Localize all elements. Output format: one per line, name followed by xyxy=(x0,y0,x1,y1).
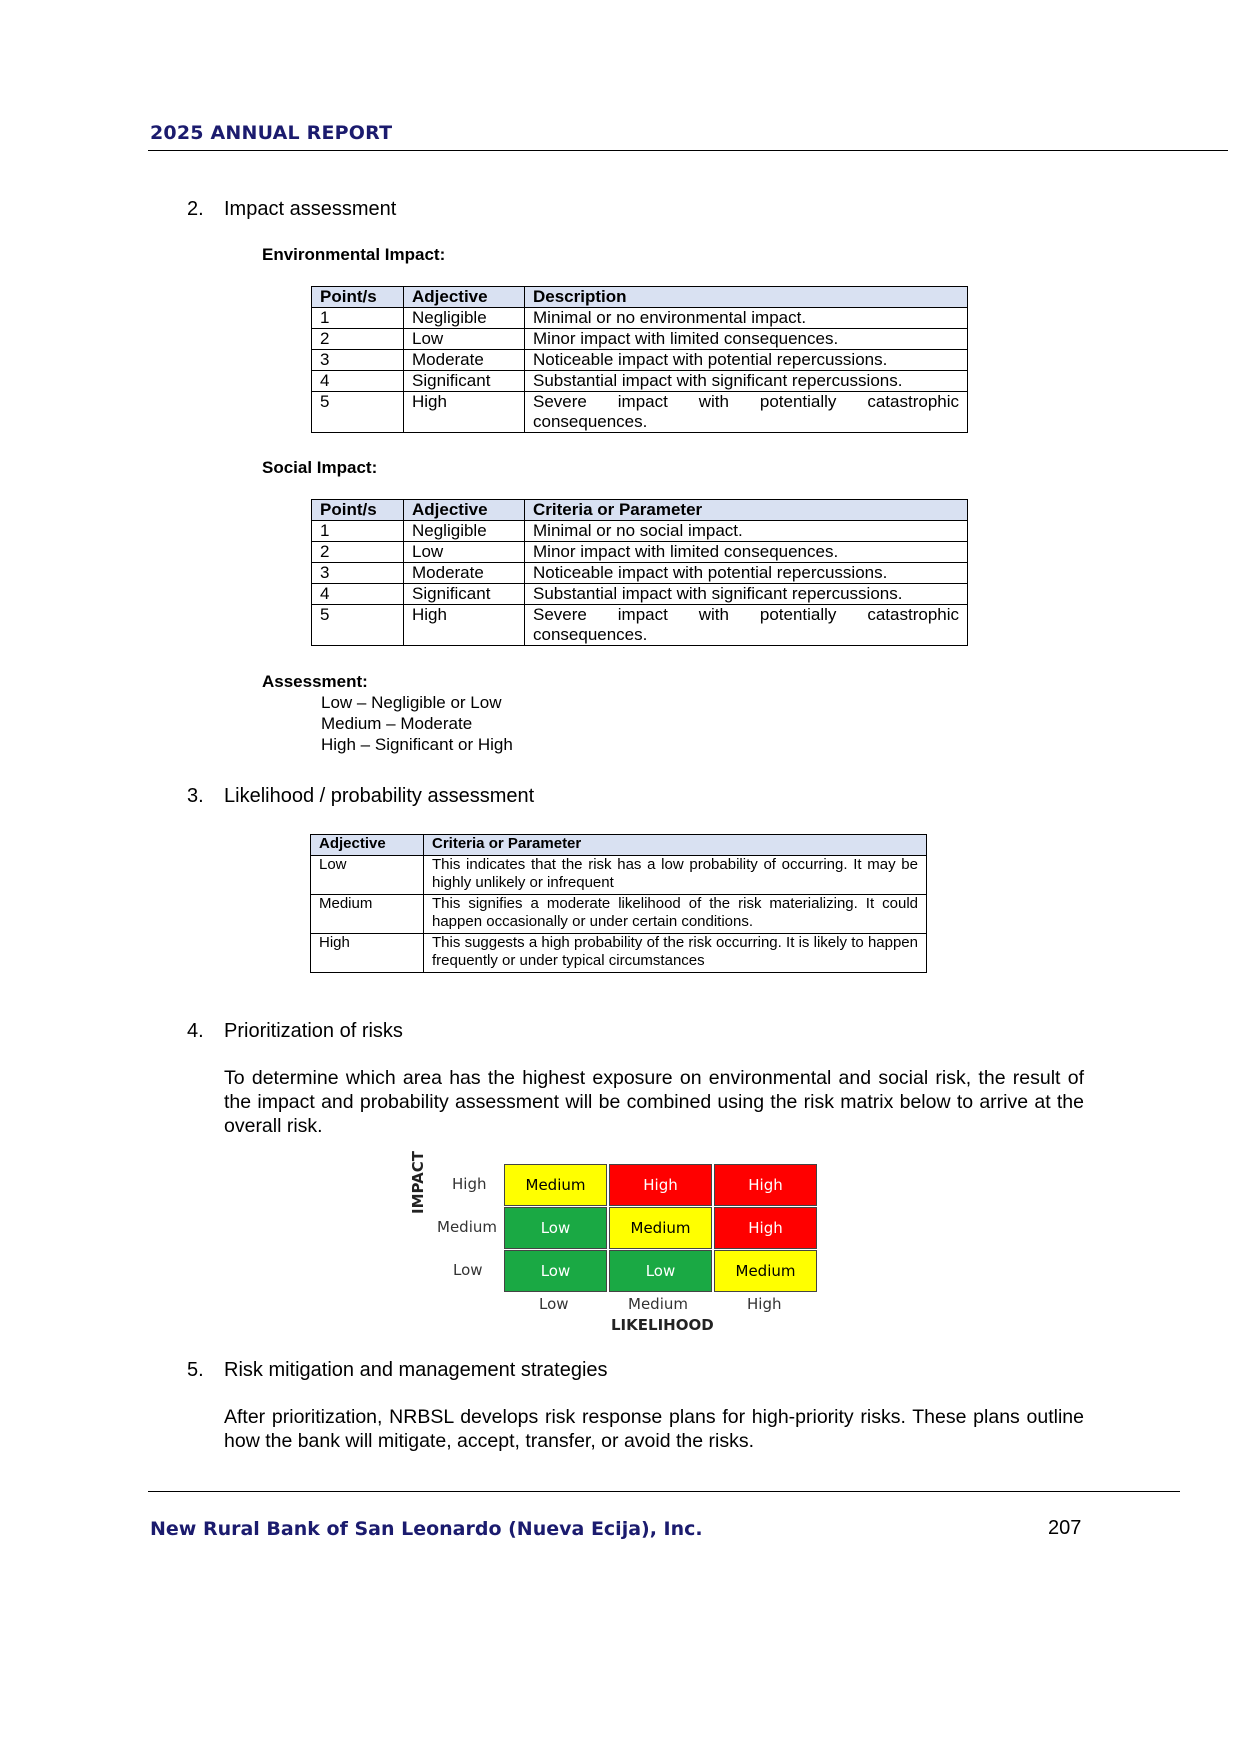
points-cell: 3 xyxy=(312,563,404,584)
adjective-cell: Significant xyxy=(404,584,525,605)
table-header-row xyxy=(312,287,968,308)
matrix-y-axis-title: IMPACT xyxy=(409,1151,427,1214)
table-row xyxy=(312,371,968,392)
section-3-title: Likelihood / probability assessment xyxy=(224,785,535,807)
adjective-cell: Negligible xyxy=(404,521,525,542)
table-row xyxy=(312,521,968,542)
matrix-cell: High xyxy=(714,1164,817,1206)
points-cell: 4 xyxy=(312,584,404,605)
matrix-y-label: Low xyxy=(453,1261,483,1279)
social-impact-label: Social Impact: xyxy=(262,458,378,477)
column-header: Point/s xyxy=(312,287,404,308)
table-header-row xyxy=(312,500,968,521)
adjective-cell: Low xyxy=(404,329,525,350)
matrix-cell: Low xyxy=(504,1207,607,1249)
environmental-impact-table xyxy=(311,286,968,433)
matrix-cell: Medium xyxy=(714,1250,817,1292)
assessment-label: Assessment: xyxy=(262,672,368,691)
section-5-paragraph: After prioritization, NRBSL develops risk response plans for high-priority risks. These plans outline how the bank will mitigate, accept, transfer, or avoid the risks. xyxy=(224,1406,1084,1452)
column-header: Point/s xyxy=(312,500,404,521)
section-2-number: 2. xyxy=(187,198,204,220)
environmental-impact-label: Environmental Impact: xyxy=(262,245,446,264)
matrix-cell: Low xyxy=(504,1250,607,1292)
points-cell: 2 xyxy=(312,329,404,350)
criteria-cell: This signifies a moderate likelihood of the risk materializing. It could happen occasionally or under certain conditions. xyxy=(424,895,927,934)
matrix-x-label: High xyxy=(747,1295,782,1313)
footer-divider xyxy=(148,1491,1180,1492)
adjective-cell: Moderate xyxy=(404,563,525,584)
adjective-cell: Medium xyxy=(311,895,424,934)
criteria-cell: Noticeable impact with potential repercussions. xyxy=(525,563,968,584)
adjective-cell: High xyxy=(404,392,525,433)
page-number: 207 xyxy=(1048,1517,1082,1539)
points-cell: 2 xyxy=(312,542,404,563)
column-header: Adjective xyxy=(404,500,525,521)
points-cell: 5 xyxy=(312,605,404,646)
section-5-title: Risk mitigation and management strategies xyxy=(224,1359,608,1381)
table-row xyxy=(312,308,968,329)
table-row xyxy=(312,605,968,646)
section-4-paragraph: To determine which area has the highest exposure on environmental and social risk, the result of the impact and probability assessment will be combined using the risk matrix below to arrive at the overall risk. xyxy=(224,1067,1084,1137)
table-row xyxy=(312,392,968,433)
adjective-cell: High xyxy=(311,934,424,973)
matrix-cell: High xyxy=(714,1207,817,1249)
adjective-cell: Moderate xyxy=(404,350,525,371)
table-row xyxy=(311,856,927,895)
column-header: Criteria or Parameter xyxy=(424,835,927,856)
table-row xyxy=(312,584,968,605)
adjective-cell: Low xyxy=(311,856,424,895)
column-header: Adjective xyxy=(311,835,424,856)
section-3-number: 3. xyxy=(187,785,204,807)
table-row xyxy=(312,542,968,563)
matrix-y-label: High xyxy=(452,1175,487,1193)
table-row xyxy=(312,563,968,584)
adjective-cell: Negligible xyxy=(404,308,525,329)
table-row xyxy=(311,934,927,973)
matrix-x-label: Low xyxy=(539,1295,569,1313)
column-header: Criteria or Parameter xyxy=(525,500,968,521)
assessment-line: Low – Negligible or Low xyxy=(321,693,502,712)
matrix-x-axis-title: LIKELIHOOD xyxy=(611,1316,714,1334)
criteria-cell: Minimal or no social impact. xyxy=(525,521,968,542)
matrix-x-label: Medium xyxy=(628,1295,688,1313)
matrix-y-label: Medium xyxy=(437,1218,497,1236)
criteria-cell: This indicates that the risk has a low probability of occurring. It may be highly unlikely or infrequent xyxy=(424,856,927,895)
table-row xyxy=(312,350,968,371)
adjective-cell: High xyxy=(404,605,525,646)
matrix-cell: Medium xyxy=(609,1207,712,1249)
header-divider xyxy=(148,150,1228,151)
assessment-line: Medium – Moderate xyxy=(321,714,473,733)
matrix-cell: Medium xyxy=(504,1164,607,1206)
points-cell: 1 xyxy=(312,308,404,329)
description-cell: Minor impact with limited consequences. xyxy=(525,329,968,350)
criteria-cell: Severe impact with potentially catastrophic consequences. xyxy=(525,605,968,646)
footer-organization: New Rural Bank of San Leonardo (Nueva Ecija), Inc. xyxy=(150,1518,703,1540)
section-5-number: 5. xyxy=(187,1359,204,1381)
points-cell: 5 xyxy=(312,392,404,433)
criteria-cell: Minor impact with limited consequences. xyxy=(525,542,968,563)
report-title: 2025 ANNUAL REPORT xyxy=(150,122,393,144)
description-cell: Severe impact with potentially catastrophic consequences. xyxy=(525,392,968,433)
criteria-cell: Substantial impact with significant repercussions. xyxy=(525,584,968,605)
table-header-row xyxy=(311,835,927,856)
criteria-cell: This suggests a high probability of the risk occurring. It is likely to happen frequently or under typical circumstances xyxy=(424,934,927,973)
table-row xyxy=(311,895,927,934)
social-impact-table xyxy=(311,499,968,646)
matrix-cell: High xyxy=(609,1164,712,1206)
points-cell: 1 xyxy=(312,521,404,542)
table-row xyxy=(312,329,968,350)
column-header: Description xyxy=(525,287,968,308)
adjective-cell: Significant xyxy=(404,371,525,392)
column-header: Adjective xyxy=(404,287,525,308)
likelihood-table xyxy=(310,834,927,973)
section-4-number: 4. xyxy=(187,1020,204,1042)
points-cell: 3 xyxy=(312,350,404,371)
section-4-title: Prioritization of risks xyxy=(224,1020,403,1042)
adjective-cell: Low xyxy=(404,542,525,563)
points-cell: 4 xyxy=(312,371,404,392)
description-cell: Substantial impact with significant repercussions. xyxy=(525,371,968,392)
description-cell: Minimal or no environmental impact. xyxy=(525,308,968,329)
assessment-line: High – Significant or High xyxy=(321,735,513,754)
section-2-title: Impact assessment xyxy=(224,198,397,220)
matrix-cell: Low xyxy=(609,1250,712,1292)
description-cell: Noticeable impact with potential repercussions. xyxy=(525,350,968,371)
